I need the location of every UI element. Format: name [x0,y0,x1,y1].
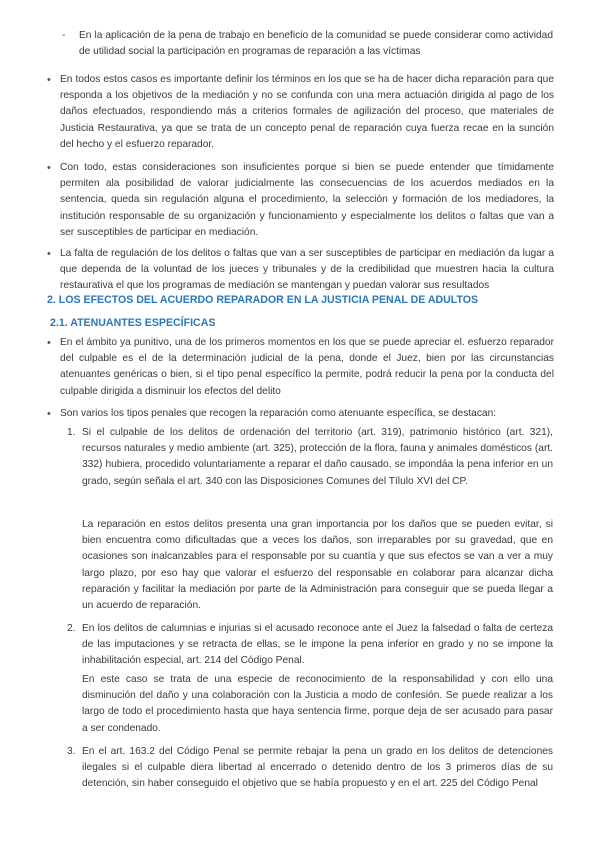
numbered-item-2-paragraph-2: En este caso se trata de una especie de reconocimiento de la responsabilidad y con ello una disminución del daño y una colaboración con la Justicia a modo de confesión. Se puede realizar a los largo de todo el procedimiento hasta que haya sentencia firme, porque deja de ser acusado para pasar a ser condenado. [82,674,553,734]
bullet-paragraph-3: La falta de regulación de los delitos o faltas que van a ser susceptibles de participar en mediación da lugar a que dependa de la voluntad de los jueces y tribunales y de la credibilidad que muestren hacia la cultura restaurativa el que los programas de mediación se mantengan y puedan valorar sus resultados [60,248,554,292]
numbered-item-3-paragraph-1: En el art. 163.2 del Código Penal se permite rebajar la pena un grado en los delitos de detenciones ilegales si el culpable diera libertad al encerrado o detenido dentro de los 3 primeros días de su detención, sin haber conseguido el objetivo que se había propuesto y en el art. 225 del Código Penal [82,746,553,790]
bullet-paragraph-4: En el ámbito ya punitivo, una de los primeros momentos en los que se puede apreciar el. esfuerzo reparador del culpable es el de la determinación judicial de la pena, donde el Juez, bien por las circunstancias atenuantes genéricas o bien, si el tipo penal específico la permite, podrá reducir la pena por la conducta del culpable dirigida a disminuir los efectos del delito [60,337,554,397]
bullet-marker: • [47,162,51,174]
bullet-paragraph-2: Con todo, estas consideraciones son insuficientes porque si bien se puede entender que tímidamente permiten ala posibilidad de valorar judicialmente las consecuencias de los acuerdos mediados en la sentencia, queda sin regulación alguna el procedimiento, la selección y formación de los mediadores, la institución responsable de su organización y funcionamiento y especialmente los delitos o faltas que van a ser susceptibles de participar en mediación. [60,162,554,238]
list-number: 2. [67,623,76,634]
dash-marker: - [62,30,66,41]
dash-item-text: En la aplicación de la pena de trabajo en beneficio de la comunidad se puede considerar como actividad de utilidad social la participación en programas de reparación a las víctimas [79,30,553,58]
bullet-paragraph-1: En todos estos casos es importante definir los términos en los que se ha de hacer dicha reparación para que responda a los objetivos de la mediación y no se confunda con una mera actuación dirigida al pago de los daños efectuados, respondiendo más a criterios formales de agilización del proceso, que materiales de Justicia Restaurativa, ya que se trata de un concepto penal de reparación cuya fuerza recae en la sunción del hecho y el esfuerzo reparador. [60,74,554,150]
bullet-marker: • [47,337,51,349]
bullet-marker: • [47,248,51,260]
section-heading: 2. LOS EFECTOS DEL ACUERDO REPARADOR EN LA JUSTICIA PENAL DE ADULTOS [47,294,479,306]
bullet-marker: • [47,74,51,86]
bullet-paragraph-5: Son varios los tipos penales que recogen la reparación como atenuante específica, se destacan: [60,408,497,419]
list-number: 3. [67,746,76,757]
list-number: 1. [67,427,76,438]
numbered-item-1-paragraph-2: La reparación en estos delitos presenta una gran importancia por los daños que se pueden evitar, si bien encuentra como dificultadas que a veces los daños, son irreparables por su gravedad, que en ocasiones son inalcanzables para el responsable por su cuantía y que sus efectos se van a ver a muy largo plazo, por eso hay que valorar el esfuerzo del responsable en colaborar para alcanzar dicha reparación y facilitar la mediación por parte de la Administración para conseguir que se pueda llegar a un acuerdo de reparación. [82,519,553,612]
numbered-item-1-paragraph-1: Si el culpable de los delitos de ordenación del territorio (art. 319), patrimonio histórico (art. 321), recursos naturales y medio ambiente (art. 325), protección de la flora, fauna y animales domésticos (art. 332) hubiera, procedido voluntariamente a reparar el daño causado, se impondáa la pena inferior en un grado, según señala el art. 340 con las Disposiciones Comunes del Tílulo XVI del CP. [82,427,553,487]
bullet-marker: • [47,408,51,420]
subsection-heading: 2.1. ATENUANTES ESPECÍFICAS [50,317,216,329]
numbered-item-2-paragraph-1: En los delitos de calumnias e injurias si el acusado reconoce ante el Juez la falsedad o falta de certeza de las imputaciones y se retracta de ellas, se le impone la pena inferior en grado y no se impone la inhabilitación especial, art. 214 del Código Penal. [82,623,553,667]
